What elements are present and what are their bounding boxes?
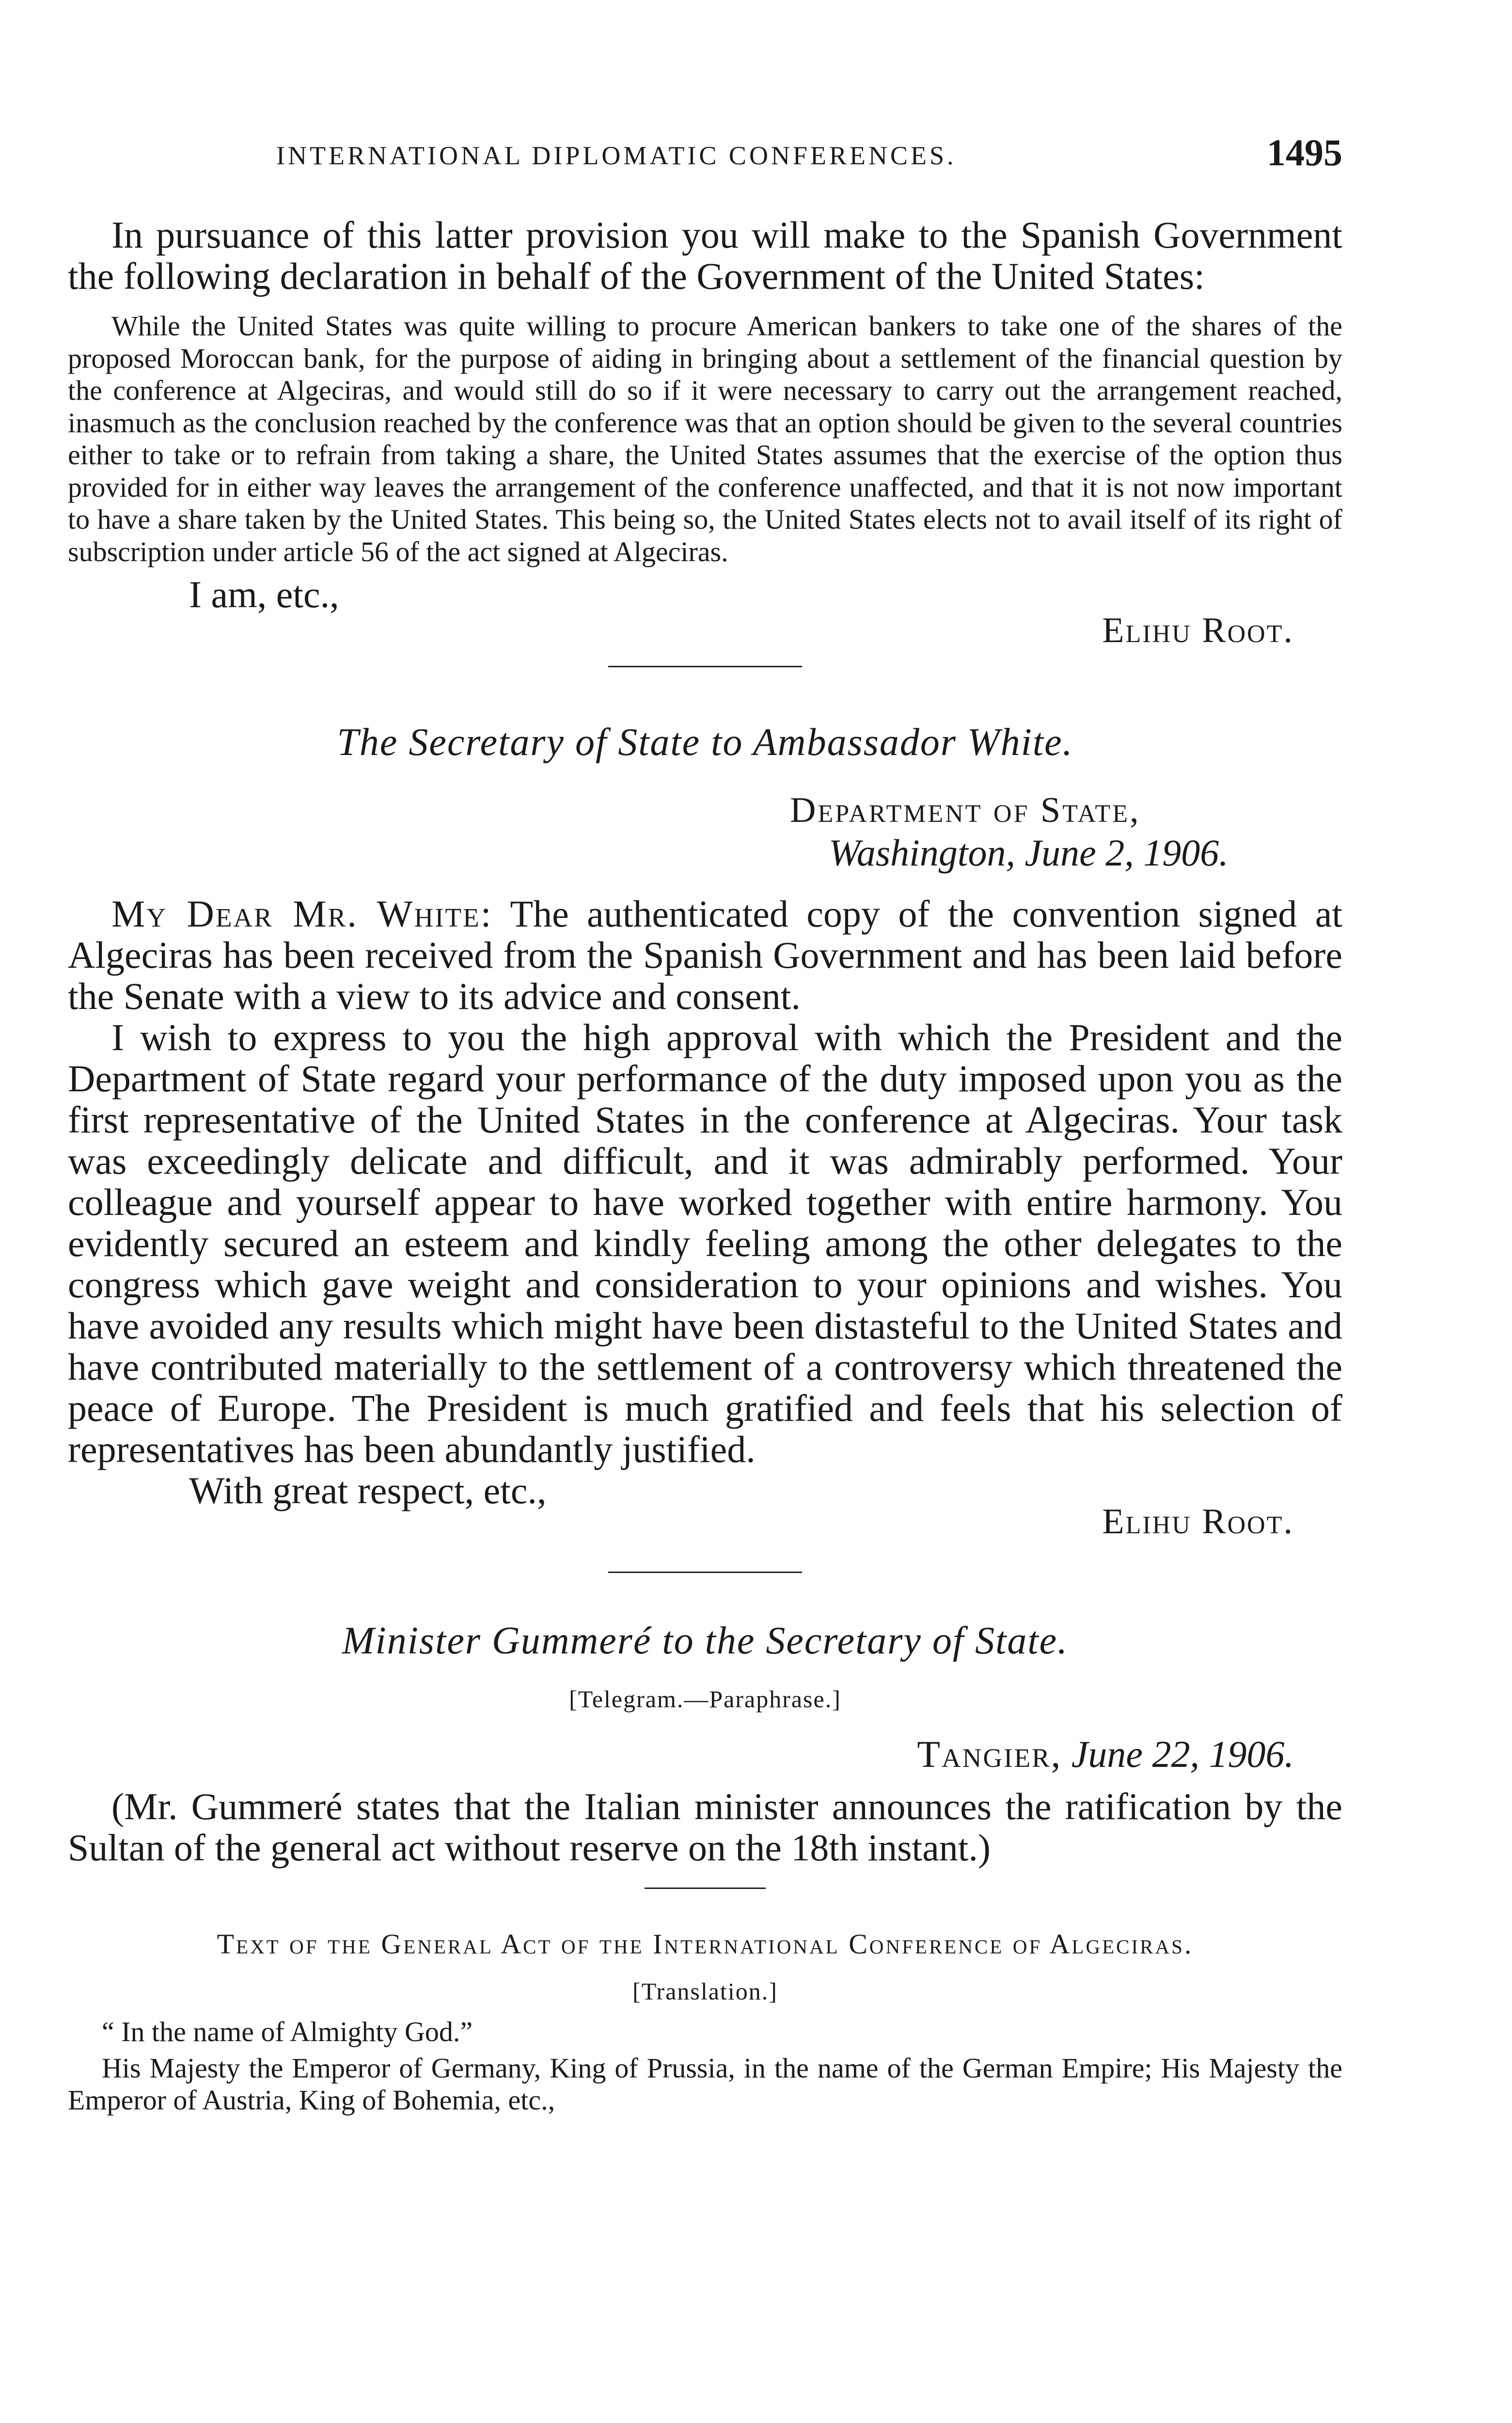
running-head (68, 131, 1342, 179)
invocation-line: “ In the name of Almighty God.” (102, 2016, 473, 2047)
letter-paragraph-1-text: The authenticated copy of the convention signed at Algeciras has been received from the Spanish Government and has been laid before the Senate with a view to its advice and consent. (68, 893, 1342, 1017)
running-head-title: INTERNATIONAL DIPLOMATIC CONFERENCES. (276, 141, 957, 170)
signature-1: Elihu Root. (1102, 611, 1294, 650)
dateline-place-1: Department of State, (790, 790, 1141, 830)
letter-paragraph-2: I wish to express to you the high approval with which the President and the Department of State regard your performance of the duty imposed upon you as the first representative of the United States in the conference at Algeciras. Your task was exceedingly delicate and difficult, and it was admirably performed. Your colleague and yourself appear to have worked together with entire harmony. You evidently secured an esteem and kindly feeling among the other delegates to the congress which gave weight and consideration to your opinions and wishes. You have avoided any results which might have been distasteful to the United States and have contributed materially to the settlement of a controversy which threatened the peace of Europe. The President is much gratified and feels that his selection of representatives has been abundantly justified. (68, 1016, 1342, 1470)
letter-paragraph-1 (68, 893, 1342, 1017)
section-divider-1 (608, 666, 802, 667)
letter-heading-2: Minister Gummeré to the Secretary of State. (342, 1620, 1069, 1662)
closing-phrase-2: With great respect, etc., (189, 1469, 547, 1511)
signature-2: Elihu Root. (1102, 1502, 1294, 1542)
dateline-place-2: Tangier, (917, 1733, 1062, 1775)
document-page (68, 131, 1342, 2117)
dateline-date-1: Washington, June 2, 1906. (829, 832, 1228, 874)
declaration-paragraph: While the United States was quite willing to procure American bankers to take one of the shares of the proposed Moroccan bank, for the purpose of aiding in bringing about a settlement of the financial question by the conference at Algeciras, and would still do so if it were necessary to carry out the arrangement reached, inasmuch as the conclusion reached by the conference was that an option should be given to the several countries either to take or to refrain from taking a share, the United States assumes that the exercise of the option thus provided for in either way leaves the arrangement of the conference unaffected, and that it is not now important to have a share taken by the United States. This being so, the United States elects not to avail itself of its right of subscription under article 56 of the act signed at Algeciras. (68, 310, 1342, 567)
closing-phrase-1: I am, etc., (189, 573, 339, 615)
dateline-2 (68, 1732, 1342, 1776)
page-number: 1495 (1267, 131, 1342, 173)
letter-heading-1: The Secretary of State to Ambassador White. (337, 721, 1073, 764)
section-divider-2 (608, 1572, 802, 1573)
dateline-date-2: June 22, 1906. (1071, 1733, 1294, 1775)
section-divider-3 (645, 1888, 766, 1889)
intro-paragraph: In pursuance of this latter provision you will make to the Spanish Government the following declaration in behalf of the Government of the United States: (68, 214, 1342, 297)
telegram-note: [Telegram.—Paraphrase.] (569, 1685, 841, 1713)
salutation: My Dear Mr. White: (111, 893, 493, 935)
general-act-heading: Text of the General Act of the International Conference of Algeciras. (217, 1928, 1194, 1960)
telegram-paragraph: (Mr. Gummeré states that the Italian minister announces the ratification by the Sultan of the general act without reserve on the 18th instant.) (68, 1785, 1342, 1869)
general-act-paragraph: His Majesty the Emperor of Germany, King of Prussia, in the name of the German Empire; His Majesty the Emperor of Austria, King of Bohemia, etc., (68, 2052, 1342, 2116)
translation-note: [Translation.] (632, 1978, 778, 2005)
